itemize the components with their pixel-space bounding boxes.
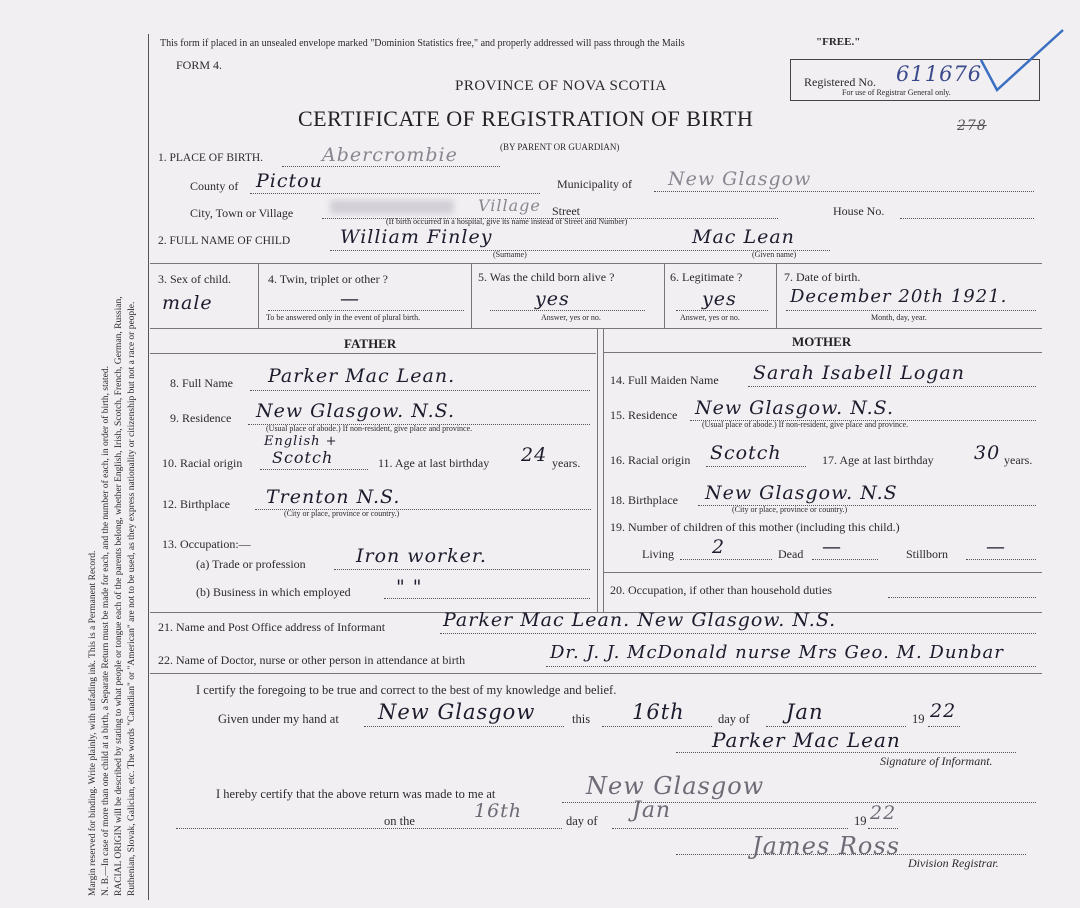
doctor-label: 22. Name of Doctor, nurse or other person in attendance at birth (158, 653, 466, 667)
municipality-label: Municipality of (557, 177, 632, 191)
father-occupation-label: 13. Occupation:— (162, 537, 251, 551)
registrar-day-of-label: day of (566, 814, 598, 828)
mother-occupation-label: 20. Occupation, if other than household duties (610, 583, 832, 597)
informant-signature-caption: Signature of Informant. (880, 754, 993, 768)
margin-note-racial-origin: RACIAL ORIGIN will be described by stating to what people or tongue each of the parents belong, whether English, Irish, Scotch, French, German, Russian, (114, 296, 124, 896)
binding-rule (148, 34, 149, 900)
city-town-village-label: City, Town or Village (190, 206, 294, 220)
surname-caption: (Surname) (493, 250, 527, 259)
registrar-year-value: 22 (870, 802, 897, 824)
certificate-title: CERTIFICATE OF REGISTRATION OF BIRTH (298, 106, 754, 131)
mother-racial-origin-value: Scotch (710, 442, 782, 464)
given-month-value: Jan (786, 700, 824, 724)
registrar-month-value: Jan (632, 798, 672, 823)
certify-statement: I certify the foregoing to be true and correct to the best of my knowledge and belief. (196, 683, 617, 697)
informant-value: Parker Mac Lean. New Glasgow. N.S. (443, 609, 837, 631)
mother-age-value: 30 (974, 442, 1001, 464)
given-day-value: 16th (632, 700, 685, 724)
father-name-label: 8. Full Name (170, 376, 233, 390)
place-of-birth-value: Abercrombie (322, 144, 458, 166)
municipality-value: New Glasgow (668, 168, 812, 190)
father-birthplace-label: 12. Birthplace (162, 497, 230, 511)
redacted-area (330, 200, 454, 214)
given-place-value: New Glasgow (378, 700, 536, 724)
father-trade-value: Iron worker. (356, 545, 487, 567)
stillborn-label: Stillborn (906, 547, 949, 561)
house-number-label: House No. (833, 204, 885, 218)
registrar-place-value: New Glasgow (586, 772, 765, 800)
mother-residence-note: (Usual place of abode.) If non-resident, give place and province. (702, 420, 909, 429)
child-surname-value: Mac Lean (692, 226, 795, 248)
stillborn-value: — (986, 536, 1006, 558)
dead-value: — (822, 536, 842, 558)
registrar-use-note: For use of Registrar General only. (842, 88, 951, 97)
dead-label: Dead (778, 547, 804, 561)
father-age-value: 24 (521, 444, 548, 466)
father-birthplace-note: (City or place, province or country.) (284, 509, 400, 518)
sex-label: 3. Sex of child. (158, 272, 231, 286)
given-under-hand-label: Given under my hand at (218, 712, 339, 726)
children-count-label: 19. Number of children of this mother (including this child.) (610, 520, 900, 534)
mother-heading: MOTHER (792, 334, 852, 349)
born-alive-label: 5. Was the child born alive ? (478, 270, 615, 284)
registrar-signature: James Ross (752, 832, 900, 860)
date-of-birth-label: 7. Date of birth. (784, 270, 861, 284)
child-given-name-value: William Finley (340, 226, 493, 248)
doctor-value: Dr. J. J. McDonald nurse Mrs Geo. M. Dunbar (550, 642, 1004, 663)
child-name-label: 2. FULL NAME OF CHILD (158, 235, 291, 247)
hospital-note: (If birth occurred in a hospital, give its name instead of Street and Number) (386, 217, 628, 226)
father-age-label: 11. Age at last birthday (378, 456, 490, 470)
father-racial-origin-value-line2: Scotch (272, 448, 334, 467)
date-of-birth-note: Month, day, year. (871, 313, 927, 322)
father-residence-label: 9. Residence (170, 411, 232, 425)
checkmark-icon (975, 26, 1070, 96)
father-business-value: " " (396, 576, 423, 598)
village-value: Village (478, 196, 541, 215)
form-number: FORM 4. (176, 58, 223, 72)
mother-age-years: years. (1004, 453, 1033, 467)
sex-value: male (162, 292, 213, 314)
year-prefix: 19 (912, 712, 925, 726)
registrar-year-prefix: 19 (854, 814, 867, 828)
place-of-birth-label: 1. PLACE OF BIRTH. (158, 152, 264, 164)
margin-note-binding: Margin reserved for binding. Write plainly, with unfading ink. This is a Permanent Record. (88, 550, 98, 896)
informant-label: 21. Name and Post Office address of Informant (158, 620, 386, 634)
father-business-label: (b) Business in which employed (196, 585, 351, 599)
father-residence-note: (Usual place of abode.) If non-resident, give place and province. (266, 424, 473, 433)
mother-age-label: 17. Age at last birthday (822, 453, 934, 467)
mother-racial-origin-label: 16. Racial origin (610, 453, 691, 467)
twin-value: — (340, 288, 360, 310)
on-the-label: on the (384, 814, 415, 828)
margin-note-nationality: Ruthenian, Slovak, Galician, etc. The words "Canadian" or "American" are not to be used, as they express nationality or citizenship but not a race or people. (127, 301, 137, 896)
father-age-years: years. (552, 456, 581, 470)
province-heading: PROVINCE OF NOVA SCOTIA (455, 78, 667, 94)
mother-residence-label: 15. Residence (610, 408, 678, 422)
mother-name-label: 14. Full Maiden Name (610, 373, 719, 387)
margin-note-separate-return: N. B.—In case of more than one child at a birth, a Separate Return must be made for each, and the number of each, in order of birth, stated. (101, 366, 111, 896)
registrar-caption: Division Registrar. (908, 856, 999, 870)
mother-birthplace-value: New Glasgow. N.S (705, 482, 898, 504)
father-residence-value: New Glasgow. N.S. (256, 400, 456, 422)
legitimate-note: Answer, yes or no. (680, 313, 740, 322)
born-alive-note: Answer, yes or no. (541, 313, 601, 322)
registrar-day-value: 16th (474, 800, 523, 822)
informant-signature: Parker Mac Lean (712, 728, 901, 752)
father-name-value: Parker Mac Lean. (268, 365, 456, 387)
day-of-label: day of (718, 712, 750, 726)
registered-label: Registered No. (804, 75, 876, 89)
father-racial-origin-value-line1: English + (264, 434, 338, 449)
registered-number: 611676 (896, 62, 983, 86)
legitimate-label: 6. Legitimate ? (670, 270, 743, 284)
living-label: Living (642, 547, 674, 561)
twin-label: 4. Twin, triplet or other ? (268, 272, 388, 286)
mother-name-value: Sarah Isabell Logan (753, 362, 965, 384)
county-label: County of (190, 179, 239, 193)
mail-free: "FREE." (816, 36, 861, 48)
father-trade-label: (a) Trade or profession (196, 557, 306, 571)
corner-number: 278 (957, 118, 987, 134)
father-birthplace-value: Trenton N.S. (266, 486, 401, 508)
living-value: 2 (712, 536, 726, 558)
born-alive-value: yes (535, 288, 570, 310)
county-value: Pictou (256, 170, 323, 192)
this-label: this (572, 712, 591, 726)
legitimate-value: yes (702, 288, 737, 310)
certificate-subtitle: (BY PARENT OR GUARDIAN) (500, 142, 620, 152)
twin-note: To be answered only in the event of plural birth. (266, 313, 421, 322)
father-heading: FATHER (344, 336, 397, 351)
given-year-value: 22 (930, 700, 957, 722)
mother-residence-value: New Glasgow. N.S. (695, 397, 895, 419)
father-racial-origin-label: 10. Racial origin (162, 456, 243, 470)
given-name-caption: (Given name) (752, 250, 797, 259)
mother-birthplace-note: (City or place, province or country.) (732, 505, 848, 514)
mother-birthplace-label: 18. Birthplace (610, 493, 678, 507)
registrar-statement: I hereby certify that the above return was made to me at (216, 787, 496, 801)
date-of-birth-value: December 20th 1921. (790, 286, 1008, 307)
mail-note: This form if placed in an unsealed envelope marked "Dominion Statistics free," and properly addressed will pass through the Mails (160, 38, 685, 49)
street-label: Street (552, 204, 580, 218)
